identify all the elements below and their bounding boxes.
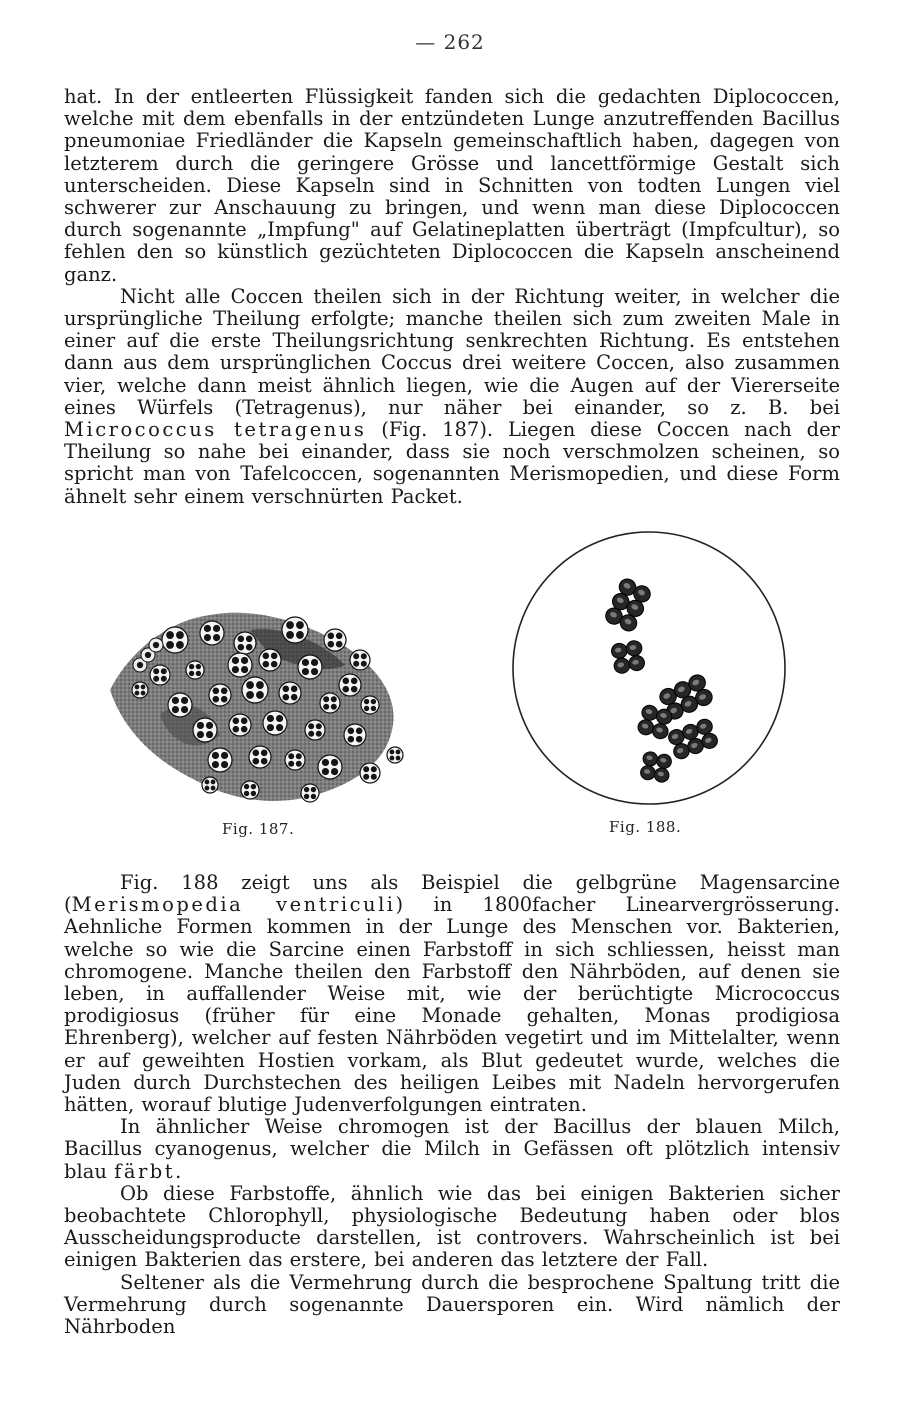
tetrad-coccus [229,714,251,736]
figure-187-caption: Fig. 187. [222,820,295,838]
figure-188-sarcina-ventriculi [508,527,790,817]
tetrad-coccus [360,763,380,783]
tetrad-coccus [305,720,325,740]
paragraph: Seltener als die Vermehrung durch die besprochene Spaltung tritt die Vermehrung durch sogenannte Dauersporen ein. Wird nämlich der Nährboden [64,1270,840,1339]
tetrad-coccus [318,755,342,779]
diplococcus [149,638,163,652]
tetrad-coccus [339,674,361,696]
tetrad-coccus [132,682,148,698]
tetrad-coccus [282,617,308,643]
tetrad-coccus [242,677,268,703]
text-run: . [175,1159,182,1183]
paragraph [64,872,840,1116]
species-name: Micrococcus tetragenus [64,418,367,442]
tetrad-coccus [186,661,204,679]
tetrad-coccus [350,650,370,670]
tetrad-coccus [387,747,403,763]
figure-187-micrococcus-tetragenus [100,595,410,825]
paragraph [64,1116,840,1183]
tetrad-coccus [301,784,319,802]
tetrad-coccus [209,684,231,706]
tetrad-coccus [228,653,252,677]
paragraph [64,286,840,508]
tetrad-coccus [208,748,232,772]
body-text-bottom [64,872,840,1338]
paragraph: hat. In der entleerten Flüssigkeit fanden sich die gedachten Diplococcen, welche mit dem ebenfalls in der entzündeten Lunge anzutreffenden Bacillus pneumoniae Friedländer die Kapseln gemeinschaftlich haben, dagegen von letzterem durch die geringere Grösse und lancettförmige Gestalt sich unterscheiden. Diese Kapseln sind in Schnitten von todten Lungen viel schwerer zur Anschauung zu bringen, und wenn man diese Diplococcen durch sogenannte „Impfung" auf Gelatineplatten überträgt (Impfcultur), so fehlen den so künstlich gezüchteten Diplococcen die Kapseln anscheinend ganz. [64,85,840,286]
tetrad-coccus [234,632,256,654]
tetrad-coccus [193,718,217,742]
page-number: — 262 [415,30,485,54]
paragraph: Ob diese Farbstoffe, ähnlich wie das bei einigen Bakterien sicher beobachtete Chlorophyll, physiologische Bedeutung haben oder blos Ausscheidungsproducte darstellen, ist controvers. Wahrscheinlich ist bei einigen Bakterien das erstere, bei anderen das letztere der Fall. [64,1181,840,1272]
text-run: (Fig. 187). Liegen diese Coccen nach der Theilung so nahe bei einander, dass sie noch verschmolzen scheinen, so spricht man von Tafelcoccen, sogenannten Merismopedien, und diese Form ähnelt sehr einem verschnürten Packet. [64,418,840,508]
text-run-spaced: färbt [114,1159,176,1183]
tetrad-coccus [202,777,218,793]
species-name: Merismopedia ventriculi [71,893,396,917]
tetrad-coccus [263,711,287,735]
tetrad-coccus [298,655,322,679]
tetrad-coccus [279,682,301,704]
tetrad-coccus [361,696,379,714]
tetrad-coccus [324,629,346,651]
body-text-top [64,86,840,508]
text-run: In ähnlicher Weise chromogen ist der Bacillus der blauen Milch, Bacillus cyanogenus, welcher die Milch in Gefässen oft plötzlich intensiv blau [64,1115,840,1183]
tetrad-coccus [162,627,188,653]
text-run: ) in 1800facher Linearvergrösserung. Aehnliche Formen kommen in der Lunge des Menschen vor. Bakterien, welche so wie die Sarcine einen Farbstoff in sich schliessen, heisst man chromogene. Manche theilen den Farbstoff den Nährböden, auf denen sie leben, in auffallender Weise mit, wie der berüchtigte Micrococcus prodigiosus (früher für eine Monade gehalten, Monas prodigiosa Ehrenberg), welcher auf festen Nährböden vegetirt und im Mittelalter, wenn er auf geweihten Hostien vorkam, als Blut gedeutet wurde, welches die Juden durch Durchstechen des heiligen Leibes mit Nadeln hervorgerufen hätten, worauf blutige Judenverfolgungen eintraten. [64,893,840,1117]
tetrad-coccus [200,621,224,645]
tetrad-coccus [344,724,366,746]
tetrad-coccus [241,781,259,799]
figure-188-caption: Fig. 188. [609,818,682,836]
tetrad-coccus [168,693,192,717]
tetrad-coccus [249,746,271,768]
tetrad-coccus [285,750,305,770]
text-run: Fig. 188 zeigt uns als Beispiel die gelbgrüne Magensarcine ( [64,871,840,917]
tetrad-coccus [259,649,281,671]
text-run: Nicht alle Coccen theilen sich in der Richtung weiter, in welcher die ursprüngliche Theilung erfolgte; manche theilen sich zum zweiten Male in einer auf die erste Theilungsrichtung senkrechten Richtung. Es entstehen dann aus dem ursprünglichen Coccus drei weitere Coccen, also zusammen vier, welche dann meist ähnlich liegen, wie die Augen auf der Viererseite eines Würfels (Tetragenus), nur näher bei einander, so z. B. bei [64,284,840,419]
tetrad-coccus [150,665,170,685]
tetrad-coccus [320,693,340,713]
